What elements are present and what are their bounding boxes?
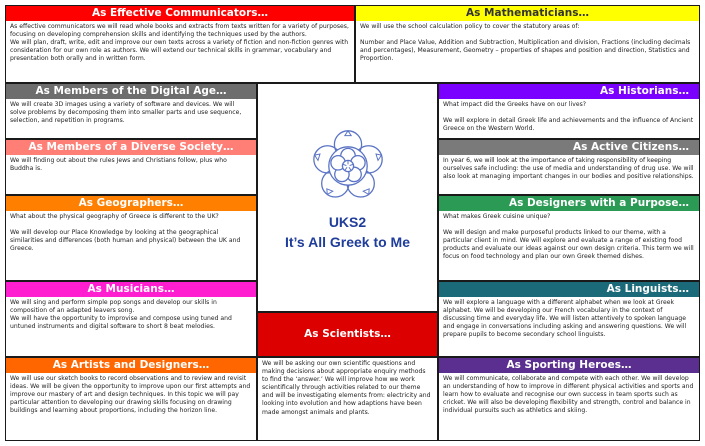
scientists-text: We will be asking our own scientific questions and making decisions about appropriate enquiry methods to find the ‘answer.’ We will improve how we work scientifically through activities related to our theme and will be investigating elements from: electricity and looking into evolution and how adaptions have been made amongst animals and plants. [262,360,431,416]
historians-header: As Historians… [439,84,699,99]
historians-panel [438,83,700,139]
mathematicians-text: We will use the school calculation policy to cover the statutory areas of: Number and Place Value, Addition and Subtraction, Multiplication and division, Fractions (including decimals and percentages), Measurement, Geometry – properties of shapes and position and direction, Statistics and Proportion. [360,23,691,63]
linguists-panel [438,281,700,357]
linguists-text: We will explore a language with a different alphabet when we look at Greek alphabet. We will be developing our French vocabulary in the context of discussing time and everyday life. We will listen attentively to spoken language and engage in conversations including asking and answering questions. We will prepare pupils to become secondary school linguists. [443,299,687,339]
geographers-text: What about the physical geography of Greece is different to the UK? We will develop our Place Knowledge by looking at the geographical similarities and differences (both human and physical) between the UK and Greece. [10,213,241,253]
geographers-header: As Geographers… [6,196,256,211]
linguists-header: As Linguists… [439,282,699,297]
tudor-rose-icon [308,126,388,206]
active-citizens-panel [438,139,700,195]
artists-panel [5,357,257,441]
historians-text: What impact did the Greeks have on our lives? We will explore in detail Greek life and achievements and the influence of Ancient Greece on the Western World. [443,101,694,133]
communicators-text: As effective communicators we will read whole books and extracts from texts written for a variety of purposes, focusing on developing comprehension skills and identifying the techniques used by the authors. We will plan, draft, write, edit and improve our own texts across a variety of fiction and non-fiction genres with consideration for our own role as authors. We will extend our technical skills in grammar, vocabulary and presentation both orally and in written form. [10,23,349,63]
diverse-society-panel [5,139,257,195]
active-citizens-header: As Active Citizens… [439,140,699,155]
scientists-header-panel [257,312,438,357]
artists-header: As Artists and Designers… [6,358,256,373]
diverse-society-header: As Members of a Diverse Society… [6,140,256,155]
sporting-panel [438,357,700,441]
mathematicians-panel [355,5,700,83]
communicators-header: As Effective Communicators… [6,6,354,21]
designers-header: As Designers with a Purpose… [439,196,699,211]
designers-text: What makes Greek cuisine unique? We will design and make purposeful products linked to our theme, with a particular client in mind. We will explore and evaluate a range of existing food products and evaluate our ideas against our own design criteria. This term we will focus on food technology and plan our own Greek themed dishes. [443,213,694,261]
active-citizens-text: In year 6, we will look at the importance of taking responsibility of keeping ourselves safe including: the use of media and understanding of drug use. We will also look at managing important changes in our bodies and positive relationships. [443,157,694,181]
center-title-block [258,126,437,250]
geographers-panel [5,195,257,281]
center-title-line2: It’s All Greek to Me [285,234,410,250]
designers-panel [438,195,700,281]
musicians-header: As Musicians… [6,282,256,297]
digital-age-header: As Members of the Digital Age… [6,84,256,99]
sporting-header: As Sporting Heroes… [439,358,699,373]
communicators-panel [5,5,355,83]
mathematicians-header: As Mathematicians… [356,6,699,21]
digital-age-panel [5,83,257,139]
artists-text: We will use our sketch books to record observations and to review and revisit ideas. We will be given the opportunity to improve upon our first attempts and improve our mastery of art and design techniques. In this topic we will pay particular attention to developing our drawing skills focusing on drawing buildings and learning about proportions, including the horizon line. [10,375,251,415]
musicians-text: We will sing and perform simple pop songs and develop our skills in composition of an adapted leavers song. We will have the opportunity to improvise and compose using tuned and untuned instruments and digital software to short 8 beat melodies. [10,299,232,331]
scientists-panel [257,357,438,441]
diverse-society-text: We will finding out about the rules Jews and Christians follow, plus who Buddha is. [10,157,227,173]
center-title-panel [257,83,438,312]
scientists-header: As Scientists… [304,328,391,340]
sporting-text: We will communicate, collaborate and compete with each other. We will develop an understanding of how to improve in different physical activities and sports and learn how to evaluate and recognise our own success in team sports such as cricket. We will also be developing flexibility and strength, control and balance in individual pursuits such as athletics and skiing. [443,375,694,415]
musicians-panel [5,281,257,357]
digital-age-text: We will create 3D images using a variety of software and devices. We will solve problems by decomposing them into smaller parts and use sequence, selection, and repetition in programs. [10,101,242,125]
center-title-line1: UKS2 [328,214,367,230]
